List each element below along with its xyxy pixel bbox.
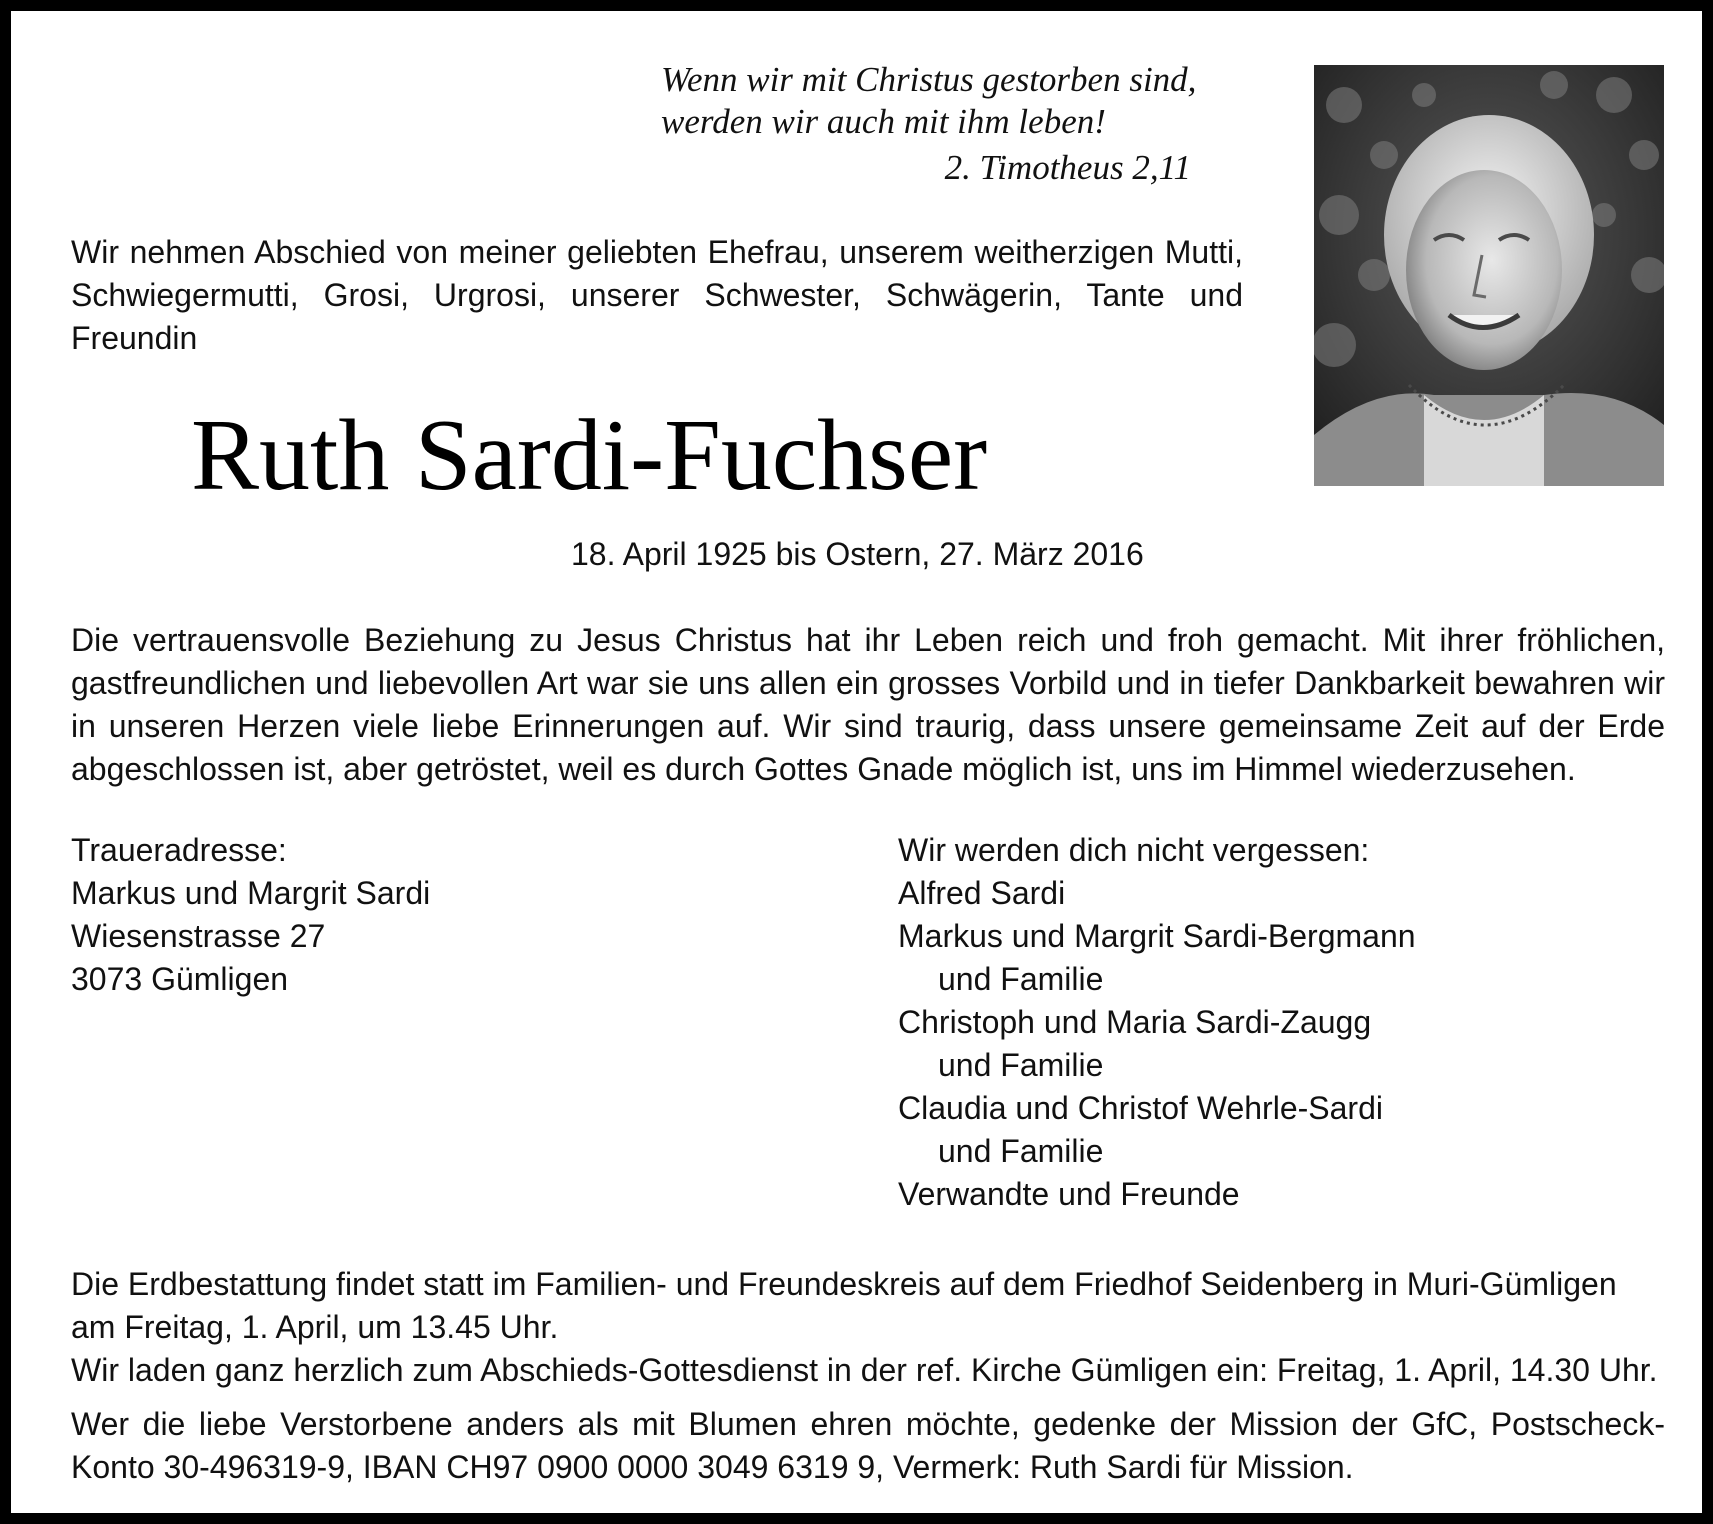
portrait-photo (1314, 65, 1664, 486)
address-line: 3073 Gümligen (71, 961, 289, 997)
life-dates: 18. April 1925 bis Ostern, 27. März 2016 (571, 536, 1144, 572)
mourners-list (898, 829, 1416, 1216)
funeral-line: Die Erdbestattung findet statt im Familien- und Freundeskreis auf dem Friedhof Seidenberg in Muri-Gümligen (71, 1266, 1617, 1302)
deceased-name: Ruth Sardi-Fuchser (191, 399, 988, 512)
service-line: Wir laden ganz herzlich zum Abschieds-Gottesdienst in der ref. Kirche Gümligen ein: Freitag, 1. April, 14.30 Uhr. (71, 1352, 1658, 1388)
mourning-address (71, 829, 430, 1001)
tribute-paragraph: Die vertrauensvolle Beziehung zu Jesus Christus hat ihr Leben reich und froh gemacht. Mit ihrer fröhlichen, gastfreundlichen und liebevollen Art war sie uns allen ein grosses Vorbild und in tiefer Dankbarkeit bewahren wir in unseren Herzen viele liebe Erinnerungen auf. Wir sind traurig, dass unsere gemeinsame Zeit auf der Erde abgeschlossen ist, aber getröstet, weil es durch Gottes Gnade möglich ist, uns im Himmel wiederzusehen. (71, 622, 1665, 787)
address-line: Wiesenstrasse 27 (71, 918, 326, 954)
quote-line-1: Wenn wir mit Christus gestorben sind, (661, 60, 1197, 99)
intro-text: Wir nehmen Abschied von meiner geliebten Ehefrau, unserem weitherzigen Mutti, Schwiegermutti, Grosi, Urgrosi, unserer Schwester, Schwägerin, Tante und Freundin (71, 234, 1243, 356)
mourner-item: Alfred Sardi (898, 875, 1066, 911)
mourner-item: Claudia und Christof Wehrle-Sardi (898, 1090, 1383, 1126)
quote-reference: 2. Timotheus 2,11 (944, 148, 1191, 187)
funeral-line: am Freitag, 1. April, um 13.45 Uhr. (71, 1309, 559, 1345)
quote-line-2: werden wir auch mit ihm leben! (661, 102, 1106, 141)
address-line: Markus und Margrit Sardi (71, 875, 431, 911)
portrait-image (1314, 65, 1664, 486)
funeral-info (71, 1263, 1671, 1392)
donation-info: Wer die liebe Verstorbene anders als mit Blumen ehren möchte, gedenke der Mission der GfC, Postscheck-Konto 30-496319-9, IBAN CH97 0900 0000 3049 6319 9, Vermerk: Ruth Sardi für Mission. (71, 1406, 1665, 1485)
mourner-item: Markus und Margrit Sardi-Bergmann (898, 918, 1416, 954)
mourner-item: und Familie (938, 961, 1104, 997)
mourner-item: Verwandte und Freunde (898, 1176, 1240, 1212)
mourner-item: und Familie (938, 1047, 1104, 1083)
mourners-heading: Wir werden dich nicht vergessen: (898, 832, 1370, 868)
address-heading: Traueradresse: (71, 832, 287, 868)
mourner-item: und Familie (938, 1133, 1104, 1169)
bible-quote (661, 59, 1201, 143)
mourner-item: Christoph und Maria Sardi-Zaugg (898, 1004, 1372, 1040)
